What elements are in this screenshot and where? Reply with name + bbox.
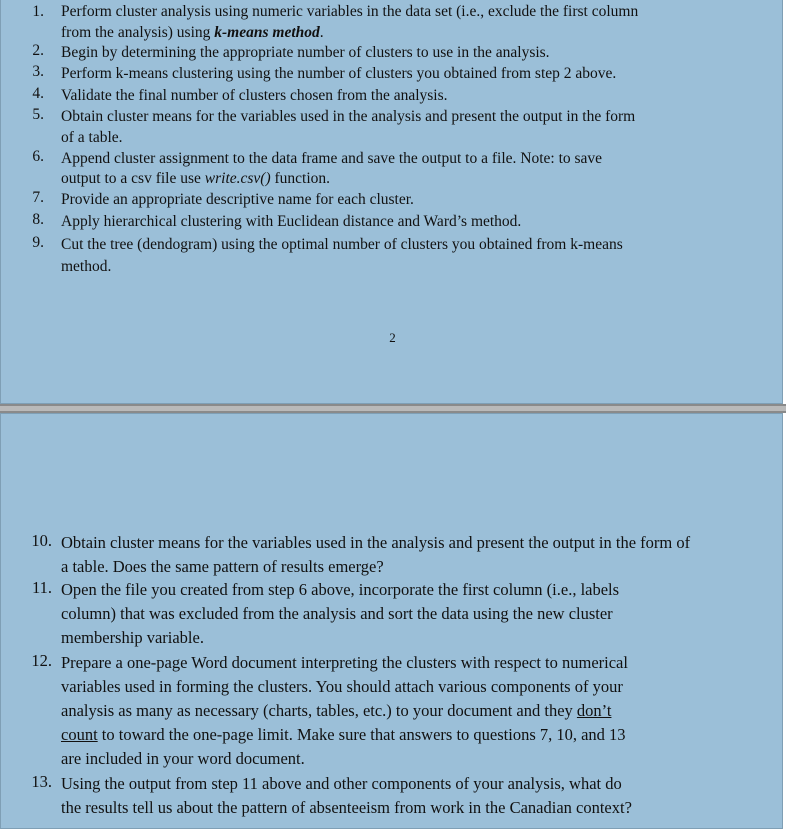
list-item-text: the results tell us about the pattern of absenteeism from work in the Canadian context? [61, 798, 632, 817]
list-number: 13. [31, 772, 52, 791]
list-item-text: Begin by determining the appropriate number of clusters to use in the analysis. [61, 44, 550, 61]
list-item-text: Perform cluster analysis using numeric variables in the data set (i.e., exclude the first column [61, 3, 639, 20]
list-item-text: output to a csv file use write.csv() function. [61, 170, 331, 187]
list-item-text: Append cluster assignment to the data frame and save the output to a file. Note: to save [61, 150, 603, 167]
list-item-text: of a table. [61, 129, 123, 146]
list-item-text: analysis as many as necessary (charts, tables, etc.) to your document and they don’t [61, 701, 612, 720]
list-number: 8. [32, 211, 44, 228]
list-item-text: variables used in forming the clusters. You should attach various components of your [61, 677, 623, 696]
list-item-text: Using the output from step 11 above and other components of your analysis, what do [61, 774, 622, 793]
list-item-text: Obtain cluster means for the variables used in the analysis and present the output in the form of [61, 533, 691, 552]
list-number: 10. [31, 531, 52, 550]
list-number: 6. [32, 148, 44, 165]
list-item-text: Obtain cluster means for the variables used in the analysis and present the output in the form [61, 108, 636, 125]
list-number: 1. [32, 3, 44, 20]
list-item-text: Prepare a one-page Word document interpreting the clusters with respect to numerical [61, 653, 628, 672]
list-number: 12. [31, 651, 52, 670]
list-item-text: are included in your word document. [61, 749, 305, 768]
list-item-text: Perform k-means clustering using the number of clusters you obtained from step 2 above. [61, 65, 617, 82]
list-item-text: from the analysis) using k-means method. [61, 24, 324, 41]
list-item-text: Open the file you created from step 6 above, incorporate the first column (i.e., labels [61, 580, 620, 599]
list-item-text: Apply hierarchical clustering with Euclidean distance and Ward’s method. [61, 213, 522, 230]
list-item-text: column) that was excluded from the analysis and sort the data using the new cluster [61, 604, 613, 623]
list-item-text: count to toward the one-page limit. Make sure that answers to questions 7, 10, and 13 [61, 725, 626, 744]
list-item-text: membership variable. [61, 628, 204, 647]
list-number: 2. [32, 42, 44, 59]
list-number: 9. [32, 234, 44, 251]
list-item-text: method. [61, 258, 112, 275]
list-item-text: a table. Does the same pattern of results emerge? [61, 557, 384, 576]
list-number: 5. [32, 106, 44, 123]
list-number: 4. [32, 85, 44, 102]
list-number: 11. [31, 578, 52, 597]
list-item-text: Provide an appropriate descriptive name for each cluster. [61, 191, 414, 208]
list-number: 3. [32, 63, 44, 80]
list-item-text: Validate the final number of clusters chosen from the analysis. [61, 87, 448, 104]
list-item-text: Cut the tree (dendogram) using the optimal number of clusters you obtained from k-means [61, 236, 623, 253]
list-number: 7. [32, 189, 44, 206]
page-number: 2 [389, 330, 396, 345]
